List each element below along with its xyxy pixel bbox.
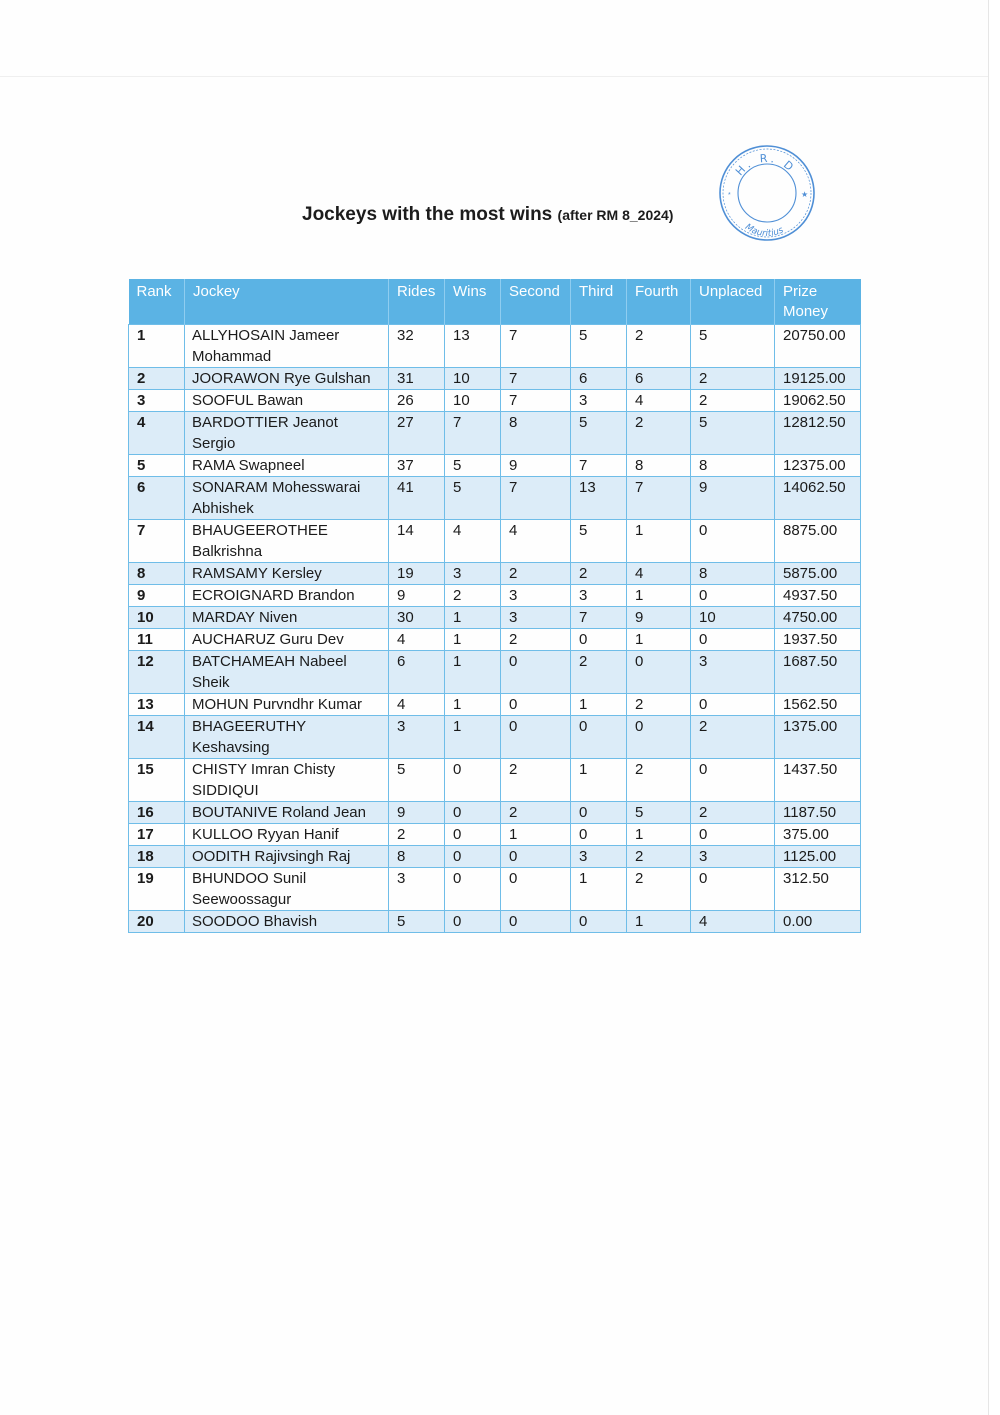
stamp-bottom-text: Mauritius <box>742 222 786 240</box>
table-row <box>129 716 861 759</box>
header-rides: Rides <box>389 279 445 325</box>
cell-jockey: KULLOO Ryyan Hanif <box>185 824 389 846</box>
cell-unplaced: 3 <box>691 651 775 694</box>
document-title <box>302 204 673 226</box>
cell-second: 2 <box>501 629 571 651</box>
cell-unplaced: 0 <box>691 824 775 846</box>
cell-rank: 7 <box>129 520 185 563</box>
cell-jockey: JOORAWON Rye Gulshan <box>185 368 389 390</box>
cell-wins: 0 <box>445 824 501 846</box>
cell-jockey: SOOFUL Bawan <box>185 390 389 412</box>
cell-rides: 31 <box>389 368 445 390</box>
cell-wins: 5 <box>445 455 501 477</box>
cell-prize-money: 1437.50 <box>775 759 861 802</box>
cell-unplaced: 2 <box>691 368 775 390</box>
cell-prize-money: 8875.00 <box>775 520 861 563</box>
cell-third: 13 <box>571 477 627 520</box>
table-row <box>129 412 861 455</box>
cell-third: 1 <box>571 759 627 802</box>
table-row <box>129 651 861 694</box>
cell-second: 0 <box>501 846 571 868</box>
cell-wins: 0 <box>445 868 501 911</box>
cell-fourth: 1 <box>627 520 691 563</box>
table-row <box>129 824 861 846</box>
cell-prize-money: 0.00 <box>775 911 861 933</box>
cell-rides: 41 <box>389 477 445 520</box>
cell-jockey: RAMA Swapneel <box>185 455 389 477</box>
table-row <box>129 455 861 477</box>
table-row <box>129 520 861 563</box>
cell-prize-money: 19062.50 <box>775 390 861 412</box>
cell-jockey: RAMSAMY Kersley <box>185 563 389 585</box>
table-body <box>129 325 861 933</box>
cell-rank: 4 <box>129 412 185 455</box>
cell-wins: 1 <box>445 716 501 759</box>
cell-prize-money: 312.50 <box>775 868 861 911</box>
cell-unplaced: 8 <box>691 455 775 477</box>
cell-rank: 1 <box>129 325 185 368</box>
table-row <box>129 563 861 585</box>
page-fold-line <box>0 76 988 77</box>
cell-prize-money: 375.00 <box>775 824 861 846</box>
cell-second: 8 <box>501 412 571 455</box>
stamp-star-right-icon: ★ <box>801 190 809 199</box>
cell-fourth: 9 <box>627 607 691 629</box>
cell-jockey: OODITH Rajivsingh Raj <box>185 846 389 868</box>
cell-jockey: MARDAY Niven <box>185 607 389 629</box>
cell-fourth: 7 <box>627 477 691 520</box>
cell-unplaced: 0 <box>691 629 775 651</box>
cell-third: 1 <box>571 694 627 716</box>
cell-jockey: BARDOTTIER Jeanot Sergio <box>185 412 389 455</box>
cell-unplaced: 5 <box>691 412 775 455</box>
table-row <box>129 911 861 933</box>
cell-unplaced: 2 <box>691 802 775 824</box>
cell-second: 3 <box>501 585 571 607</box>
cell-fourth: 2 <box>627 868 691 911</box>
table-row <box>129 607 861 629</box>
table-row <box>129 325 861 368</box>
cell-rides: 32 <box>389 325 445 368</box>
cell-wins: 2 <box>445 585 501 607</box>
cell-third: 0 <box>571 629 627 651</box>
cell-jockey: SONARAM Mohesswarai Abhishek <box>185 477 389 520</box>
cell-rank: 13 <box>129 694 185 716</box>
cell-fourth: 0 <box>627 651 691 694</box>
cell-rank: 20 <box>129 911 185 933</box>
cell-third: 5 <box>571 520 627 563</box>
jockeys-table <box>128 279 861 933</box>
table-row <box>129 802 861 824</box>
cell-unplaced: 8 <box>691 563 775 585</box>
cell-third: 3 <box>571 390 627 412</box>
cell-rank: 17 <box>129 824 185 846</box>
table-row <box>129 846 861 868</box>
cell-prize-money: 14062.50 <box>775 477 861 520</box>
table-row <box>129 759 861 802</box>
cell-fourth: 2 <box>627 846 691 868</box>
header-fourth: Fourth <box>627 279 691 325</box>
header-unplaced: Unplaced <box>691 279 775 325</box>
cell-prize-money: 12375.00 <box>775 455 861 477</box>
cell-jockey: CHISTY Imran Chisty SIDDIQUI <box>185 759 389 802</box>
cell-third: 5 <box>571 412 627 455</box>
cell-fourth: 4 <box>627 563 691 585</box>
cell-second: 0 <box>501 868 571 911</box>
cell-rides: 5 <box>389 911 445 933</box>
cell-jockey: ECROIGNARD Brandon <box>185 585 389 607</box>
cell-rank: 15 <box>129 759 185 802</box>
cell-rides: 4 <box>389 629 445 651</box>
cell-rides: 26 <box>389 390 445 412</box>
cell-third: 0 <box>571 716 627 759</box>
cell-second: 0 <box>501 694 571 716</box>
cell-fourth: 1 <box>627 629 691 651</box>
title-sub: (after RM 8_2024) <box>557 207 674 223</box>
stamp-top-text: H. R. D <box>733 151 799 179</box>
cell-third: 2 <box>571 651 627 694</box>
cell-fourth: 6 <box>627 368 691 390</box>
cell-prize-money: 1562.50 <box>775 694 861 716</box>
cell-jockey: SOODOO Bhavish <box>185 911 389 933</box>
cell-prize-money: 1187.50 <box>775 802 861 824</box>
cell-third: 5 <box>571 325 627 368</box>
cell-rides: 30 <box>389 607 445 629</box>
cell-fourth: 0 <box>627 716 691 759</box>
table-row <box>129 477 861 520</box>
cell-second: 0 <box>501 651 571 694</box>
cell-rank: 2 <box>129 368 185 390</box>
cell-rides: 5 <box>389 759 445 802</box>
cell-prize-money: 20750.00 <box>775 325 861 368</box>
cell-second: 9 <box>501 455 571 477</box>
cell-prize-money: 5875.00 <box>775 563 861 585</box>
cell-jockey: BHAUGEEROTHEE Balkrishna <box>185 520 389 563</box>
cell-prize-money: 1125.00 <box>775 846 861 868</box>
cell-wins: 1 <box>445 651 501 694</box>
cell-rides: 27 <box>389 412 445 455</box>
cell-second: 7 <box>501 477 571 520</box>
cell-unplaced: 2 <box>691 716 775 759</box>
cell-rank: 14 <box>129 716 185 759</box>
cell-rides: 3 <box>389 868 445 911</box>
stamp-star-left-icon: * <box>728 192 731 199</box>
cell-fourth: 2 <box>627 325 691 368</box>
cell-rank: 8 <box>129 563 185 585</box>
cell-third: 1 <box>571 868 627 911</box>
cell-wins: 10 <box>445 390 501 412</box>
cell-fourth: 1 <box>627 585 691 607</box>
cell-wins: 13 <box>445 325 501 368</box>
cell-rank: 9 <box>129 585 185 607</box>
cell-wins: 3 <box>445 563 501 585</box>
cell-rank: 5 <box>129 455 185 477</box>
cell-fourth: 2 <box>627 412 691 455</box>
cell-unplaced: 0 <box>691 694 775 716</box>
cell-unplaced: 0 <box>691 868 775 911</box>
cell-rank: 18 <box>129 846 185 868</box>
cell-third: 3 <box>571 585 627 607</box>
cell-second: 2 <box>501 563 571 585</box>
cell-wins: 0 <box>445 759 501 802</box>
cell-second: 2 <box>501 759 571 802</box>
cell-unplaced: 0 <box>691 585 775 607</box>
cell-prize-money: 1937.50 <box>775 629 861 651</box>
title-main: Jockeys with the most wins <box>302 204 553 225</box>
cell-third: 7 <box>571 455 627 477</box>
cell-second: 2 <box>501 802 571 824</box>
table-row <box>129 368 861 390</box>
header-rank: Rank <box>129 279 185 325</box>
cell-jockey: BOUTANIVE Roland Jean <box>185 802 389 824</box>
cell-unplaced: 2 <box>691 390 775 412</box>
cell-jockey: MOHUN Purvndhr Kumar <box>185 694 389 716</box>
cell-unplaced: 10 <box>691 607 775 629</box>
table-row <box>129 629 861 651</box>
table-row <box>129 694 861 716</box>
cell-third: 3 <box>571 846 627 868</box>
cell-fourth: 1 <box>627 911 691 933</box>
cell-rides: 4 <box>389 694 445 716</box>
cell-second: 4 <box>501 520 571 563</box>
cell-unplaced: 4 <box>691 911 775 933</box>
cell-rides: 14 <box>389 520 445 563</box>
cell-wins: 1 <box>445 607 501 629</box>
cell-rides: 19 <box>389 563 445 585</box>
header-wins: Wins <box>445 279 501 325</box>
cell-prize-money: 1375.00 <box>775 716 861 759</box>
cell-jockey: BATCHAMEAH Nabeel Sheik <box>185 651 389 694</box>
cell-prize-money: 4937.50 <box>775 585 861 607</box>
cell-wins: 1 <box>445 694 501 716</box>
cell-fourth: 4 <box>627 390 691 412</box>
cell-rides: 9 <box>389 585 445 607</box>
cell-wins: 0 <box>445 911 501 933</box>
cell-second: 7 <box>501 325 571 368</box>
cell-wins: 7 <box>445 412 501 455</box>
table-header-row <box>129 279 861 325</box>
cell-fourth: 8 <box>627 455 691 477</box>
cell-second: 3 <box>501 607 571 629</box>
cell-prize-money: 19125.00 <box>775 368 861 390</box>
cell-third: 7 <box>571 607 627 629</box>
table-row <box>129 585 861 607</box>
cell-jockey: BHUNDOO Sunil Seewoossagur <box>185 868 389 911</box>
cell-prize-money: 4750.00 <box>775 607 861 629</box>
header-third: Third <box>571 279 627 325</box>
cell-rides: 2 <box>389 824 445 846</box>
cell-jockey: ALLYHOSAIN Jameer Mohammad <box>185 325 389 368</box>
cell-wins: 0 <box>445 802 501 824</box>
table-row <box>129 868 861 911</box>
cell-second: 0 <box>501 716 571 759</box>
cell-second: 0 <box>501 911 571 933</box>
cell-fourth: 2 <box>627 694 691 716</box>
cell-rank: 16 <box>129 802 185 824</box>
cell-fourth: 2 <box>627 759 691 802</box>
cell-third: 0 <box>571 824 627 846</box>
hrd-seal-stamp <box>716 143 818 243</box>
cell-rides: 37 <box>389 455 445 477</box>
cell-rank: 10 <box>129 607 185 629</box>
cell-rank: 6 <box>129 477 185 520</box>
header-second: Second <box>501 279 571 325</box>
cell-unplaced: 3 <box>691 846 775 868</box>
svg-text:H. R. D <box>733 152 798 178</box>
cell-second: 7 <box>501 390 571 412</box>
cell-rides: 6 <box>389 651 445 694</box>
header-prize-money: Prize Money <box>775 279 861 325</box>
cell-wins: 4 <box>445 520 501 563</box>
cell-wins: 10 <box>445 368 501 390</box>
cell-third: 0 <box>571 802 627 824</box>
cell-second: 1 <box>501 824 571 846</box>
cell-wins: 1 <box>445 629 501 651</box>
cell-rank: 12 <box>129 651 185 694</box>
cell-unplaced: 0 <box>691 759 775 802</box>
cell-third: 0 <box>571 911 627 933</box>
cell-rides: 9 <box>389 802 445 824</box>
cell-fourth: 5 <box>627 802 691 824</box>
cell-prize-money: 1687.50 <box>775 651 861 694</box>
cell-fourth: 1 <box>627 824 691 846</box>
cell-rides: 3 <box>389 716 445 759</box>
cell-unplaced: 5 <box>691 325 775 368</box>
table-row <box>129 390 861 412</box>
header-jockey: Jockey <box>185 279 389 325</box>
cell-prize-money: 12812.50 <box>775 412 861 455</box>
cell-jockey: AUCHARUZ Guru Dev <box>185 629 389 651</box>
cell-third: 6 <box>571 368 627 390</box>
cell-second: 7 <box>501 368 571 390</box>
cell-rides: 8 <box>389 846 445 868</box>
cell-third: 2 <box>571 563 627 585</box>
cell-wins: 5 <box>445 477 501 520</box>
cell-rank: 19 <box>129 868 185 911</box>
cell-wins: 0 <box>445 846 501 868</box>
cell-rank: 3 <box>129 390 185 412</box>
cell-unplaced: 0 <box>691 520 775 563</box>
cell-jockey: BHAGEERUTHY Keshavsing <box>185 716 389 759</box>
cell-rank: 11 <box>129 629 185 651</box>
cell-unplaced: 9 <box>691 477 775 520</box>
